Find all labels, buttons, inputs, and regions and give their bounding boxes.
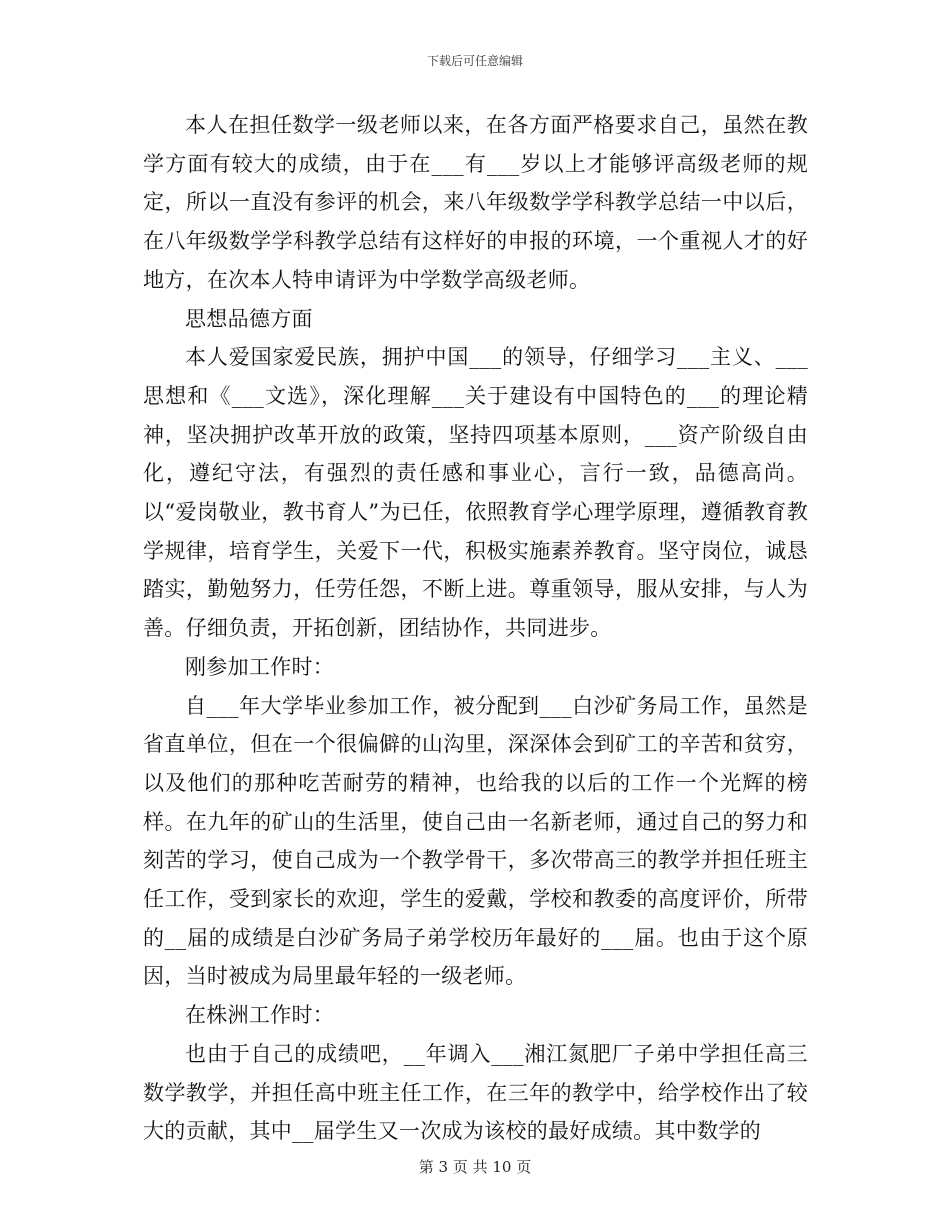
paragraph-first-job: 自___年大学毕业参加工作，被分配到___白沙矿务局工作，虽然是省直单位，但在一个很偏僻的山沟里，深深体会到矿工的辛苦和贫穷，以及他们的那种吃苦耐劳的精神，也给我的以后的工作一个光辉的榜样。在九年的矿山的生活里，使自己由一名新老师，通过自己的努力和刻苦的学习，使自己成为一个教学骨干，多次带高三的教学并担任班主任工作，受到家长的欢迎，学生的爱戴，学校和教委的高度评价，所带的__届的成绩是白沙矿务局子弟学校历年最好的___届。也由于这个原因，当时被成为局里最年轻的一级老师。 <box>143 693 808 989</box>
section-heading-first-job: 刚参加工作时： <box>185 654 335 679</box>
section-heading-zhuzhou: 在株洲工作时： <box>185 1003 335 1028</box>
page-number-footer: 第 3 页 共 10 页 <box>418 1158 532 1176</box>
paragraph-zhuzhou: 也由于自己的成绩吧，__年调入___湘江氮肥厂子弟中学担任高三数学教学，并担任高中班主任工作，在三年的教学中，给学校作出了较大的贡献，其中__届学生又一次成为该校的最好成绩。其中数学的 <box>143 1041 808 1144</box>
paragraph-application-intro: 本人在担任数学一级老师以来，在各方面严格要求自己，虽然在教学方面有较大的成绩，由于在___有___岁以上才能够评高级老师的规定，所以一直没有参评的机会，来八年级数学学科教学总结一中以后，在八年级数学学科教学总结有这样好的申报的环境，一个重视人才的好地方，在次本人特申请评为中学数学高级老师。 <box>143 113 808 292</box>
paragraph-moral-character: 本人爱国家爱民族，拥护中国___的领导，仔细学习___主义、___思想和《___文选》，深化理解___关于建设有中国特色的___的理论精神，坚决拥护改革开放的政策，坚持四项基本原则，___资产阶级自由化，遵纪守法，有强烈的责任感和事业心，言行一致，品德高尚。以“爱岗敬业，教书育人”为已任，依照教育学心理学原理，遵循教育教学规律，培育学生，关爱下一代，积极实施素养教育。坚守岗位，诚恳踏实，勤勉努力，任劳任怨，不断上进。尊重领导，服从安排，与人为善。仔细负责，开拓创新，团结协作，共同进步。 <box>143 345 808 641</box>
section-heading-moral-character: 思想品德方面 <box>185 306 313 331</box>
page-header: 下载后可任意编辑 <box>426 54 523 68</box>
document-body <box>143 106 808 1151</box>
